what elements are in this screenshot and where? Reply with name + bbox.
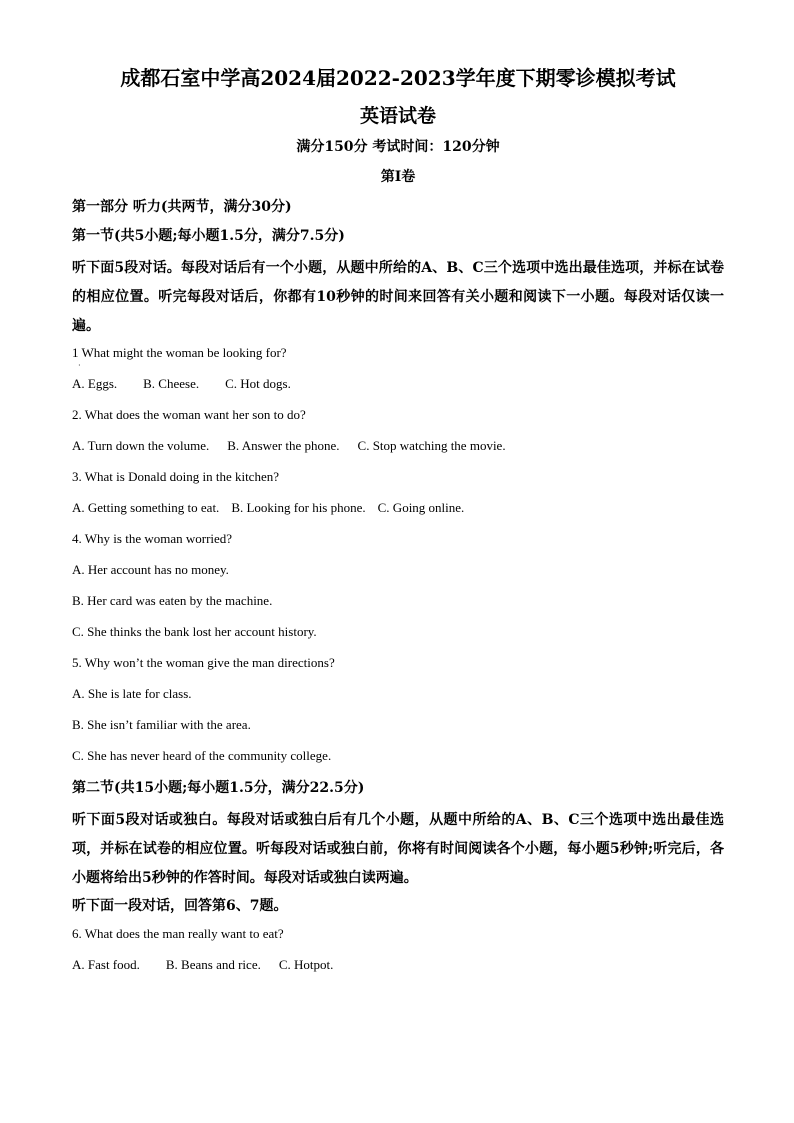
exam-page — [72, 64, 724, 986]
question-5-option-b: B. She isn’t familiar with the area. — [72, 717, 251, 732]
question-6-option-b: B. Beans and rice. — [165, 957, 261, 972]
question-2-option-a: A. Turn down the volume. — [72, 438, 210, 453]
exam-title: 成都石室中学高2024届2022-2023学年度下期零诊模拟考试 — [120, 66, 676, 90]
question-3-option-a: A. Getting something to eat. — [72, 500, 220, 515]
part1-heading: 第一部分 听力(共两节，满分30分) — [72, 199, 292, 215]
question-2-option-c: C. Stop watching the movie. — [357, 438, 506, 453]
section2-heading: 第二节(共15小题;每小题1.5分，满分22.5分) — [72, 780, 365, 796]
question-1-option-c: C. Hot dogs. — [225, 376, 291, 391]
section2-sub-instruction: 听下面一段对话，回答第6、7题。 — [72, 898, 288, 914]
question-3-option-b: B. Looking for his phone. — [231, 500, 366, 515]
question-1-mark: · — [78, 361, 81, 370]
question-6-option-c: C. Hotpot. — [278, 957, 334, 972]
question-2-stem: 2. What does the woman want her son to do? — [72, 407, 306, 422]
question-5-stem: 5. Why won’t the woman give the man directions? — [72, 655, 335, 670]
question-3-option-c: C. Going online. — [377, 500, 465, 515]
question-3-options — [72, 498, 724, 517]
section1-heading: 第一节(共5小题;每小题1.5分，满分7.5分) — [72, 228, 345, 244]
exam-subtitle: 英语试卷 — [359, 105, 436, 127]
question-2-options — [72, 436, 724, 455]
question-1-option-a: A. Eggs. — [72, 376, 118, 391]
exam-meta: 满分150分 考试时间：120分钟 — [296, 139, 500, 155]
question-3-stem: 3. What is Donald doing in the kitchen? — [72, 469, 279, 484]
question-6-options — [72, 955, 724, 974]
question-4-option-b: B. Her card was eaten by the machine. — [72, 593, 273, 608]
volume-label: 第I卷 — [380, 169, 416, 185]
question-5-option-a: A. She is late for class. — [72, 686, 192, 701]
question-4-stem: 4. Why is the woman worried? — [72, 531, 233, 546]
question-5-option-c: C. She has never heard of the community college. — [72, 748, 332, 763]
question-4-option-c: C. She thinks the bank lost her account history. — [72, 624, 317, 639]
question-1-option-b: B. Cheese. — [143, 376, 200, 391]
question-4-option-a: A. Her account has no money. — [72, 562, 229, 577]
section1-instructions: 听下面5段对话。每段对话后有一个小题，从题中所给的A、B、C三个选项中选出最佳选项，并标在试卷的相应位置。听完每段对话后，你都有10秒钟的时间来回答有关小题和阅读下一小题。每段对话仅读一遍。 — [72, 260, 724, 334]
question-6-stem: 6. What does the man really want to eat? — [72, 926, 284, 941]
question-6-option-a: A. Fast food. — [72, 957, 140, 972]
question-1-options — [72, 374, 724, 393]
question-1-stem: 1 What might the woman be looking for? — [72, 345, 287, 360]
question-2-option-b: B. Answer the phone. — [227, 438, 340, 453]
section2-instructions: 听下面5段对话或独白。每段对话或独白后有几个小题，从题中所给的A、B、C三个选项中选出最佳选项，并标在试卷的相应位置。听每段对话或独白前，你将有时间阅读各个小题，每小题5秒钟;听完后，各小题将给出5秒钟的作答时间。每段对话或独白读两遍。 — [72, 812, 724, 886]
